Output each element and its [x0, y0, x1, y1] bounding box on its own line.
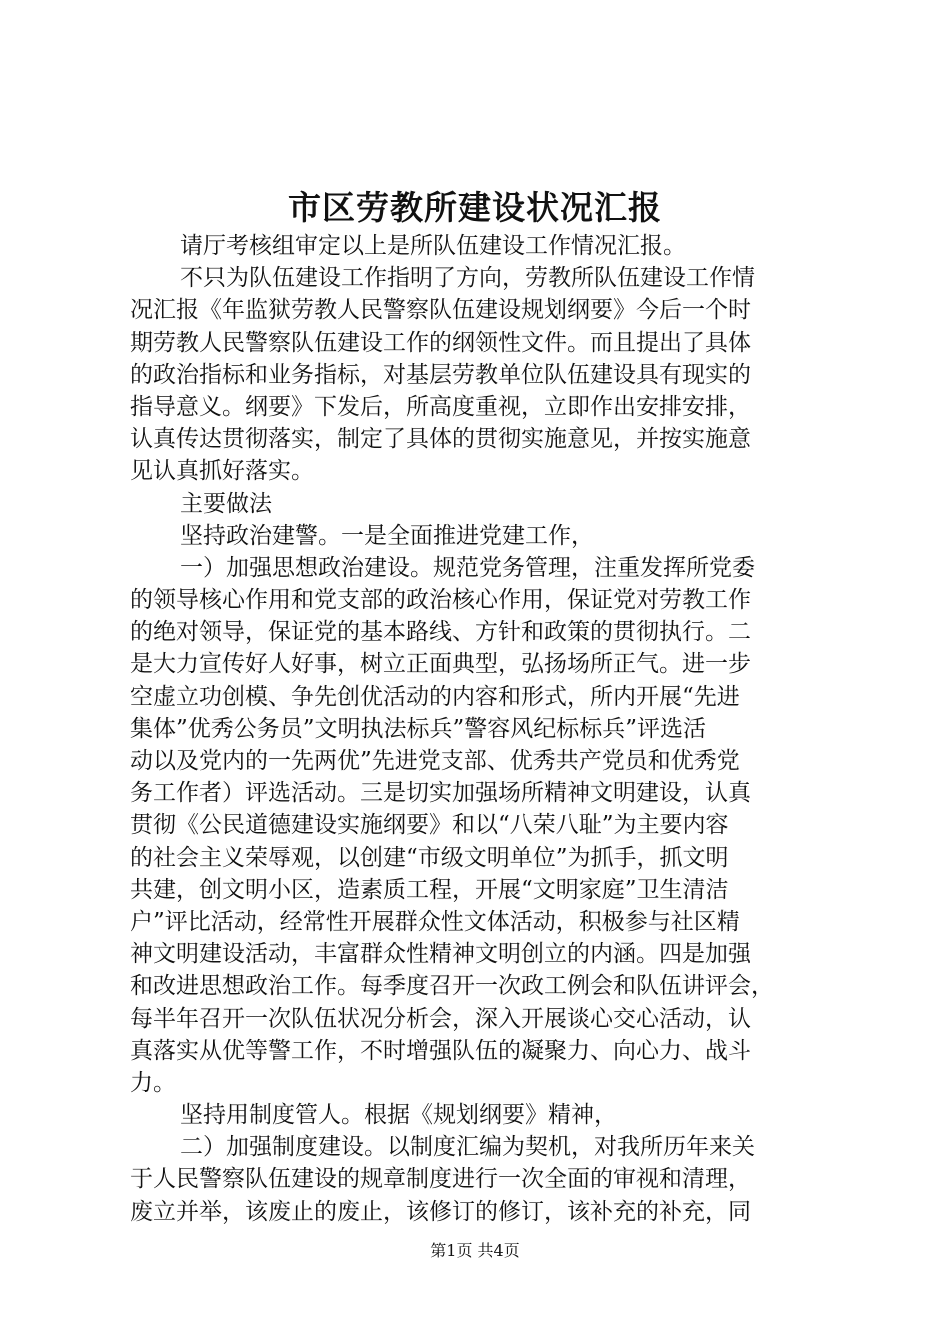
text-line: 神文明建设活动，丰富群众性精神文明创立的内涵。四是加强 — [130, 941, 751, 968]
text-line: 是大力宣传好人好事，树立正面典型，弘扬场所正气。进一步 — [130, 651, 751, 678]
text-line: 坚持政治建警。一是全面推进党建工作， — [180, 522, 594, 549]
text-line: 的社会主义荣辱观，以创建“市级文明单位”为抓手，抓文明 — [130, 844, 729, 871]
text-line: 共建，创文明小区，造素质工程，开展“文明家庭”卫生清洁 — [130, 876, 729, 903]
text-line: 的领导核心作用和党支部的政治核心作用，保证党对劳教工作 — [130, 587, 751, 614]
text-line: 每半年召开一次队伍状况分析会，深入开展谈心交心活动，认 — [130, 1005, 751, 1032]
text-line: 况汇报《年监狱劳教人民警察队伍建设规划纲要》今后一个时 — [130, 297, 751, 324]
document-title: 市区劳教所建设状况汇报 — [288, 188, 662, 227]
text-line: 真落实从优等警工作，不时增强队伍的凝聚力、向心力、战斗 — [130, 1037, 751, 1064]
text-line: 的绝对领导，保证党的基本路线、方针和政策的贯彻执行。二 — [130, 619, 751, 646]
text-line: 的政治指标和业务指标，对基层劳教单位队伍建设具有现实的 — [130, 361, 751, 388]
text-line: 不只为队伍建设工作指明了方向，劳教所队伍建设工作情 — [180, 265, 755, 292]
text-line: 请厅考核组审定以上是所队伍建设工作情况汇报。 — [180, 233, 686, 259]
text-line: 动以及党内的一先两优”先进党支部、优秀共产党员和优秀党 — [130, 748, 740, 774]
text-line: 集体”优秀公务员”文明执法标兵”警容风纪标标兵”评选活 — [130, 715, 707, 742]
text-line: 指导意义。纲要》下发后，所高度重视，立即作出安排安排， — [130, 393, 751, 420]
text-line: 见认真抓好落实。 — [130, 458, 314, 485]
text-line: 于人民警察队伍建设的规章制度进行一次全面的审视和清理， — [130, 1166, 751, 1193]
section-heading: 主要做法 — [180, 490, 272, 517]
text-line: 贯彻《公民道德建设实施纲要》和以“八荣八耻”为主要内容 — [130, 812, 729, 839]
text-line: 空虚立功创模、争先创优活动的内容和形式，所内开展“先进 — [130, 683, 740, 710]
text-line: 务工作者）评选活动。三是切实加强场所精神文明建设，认真 — [130, 780, 751, 807]
document-body — [130, 230, 850, 1228]
text-line: 户”评比活动，经常性开展群众性文体活动，积极参与社区精 — [130, 908, 740, 935]
text-line: 二）加强制度建设。以制度汇编为契机，对我所历年来关 — [180, 1134, 755, 1161]
text-line: 认真传达贯彻落实，制定了具体的贯彻实施意见，并按实施意 — [130, 426, 751, 453]
text-line: 一）加强思想政治建设。规范党务管理，注重发挥所党委 — [180, 554, 755, 581]
text-line: 力。 — [130, 1069, 176, 1096]
text-line: 和改进思想政治工作。每季度召开一次政工例会和队伍讲评会， — [130, 973, 774, 1000]
text-line: 废立并举，该废止的废止，该修订的修订，该补充的补充，同 — [130, 1198, 751, 1225]
text-line: 坚持用制度管人。根据《规划纲要》精神， — [180, 1102, 617, 1129]
text-line: 期劳教人民警察队伍建设工作的纲领性文件。而且提出了具体 — [130, 329, 751, 356]
page-number-footer: 第1页 共4页 — [430, 1241, 520, 1260]
